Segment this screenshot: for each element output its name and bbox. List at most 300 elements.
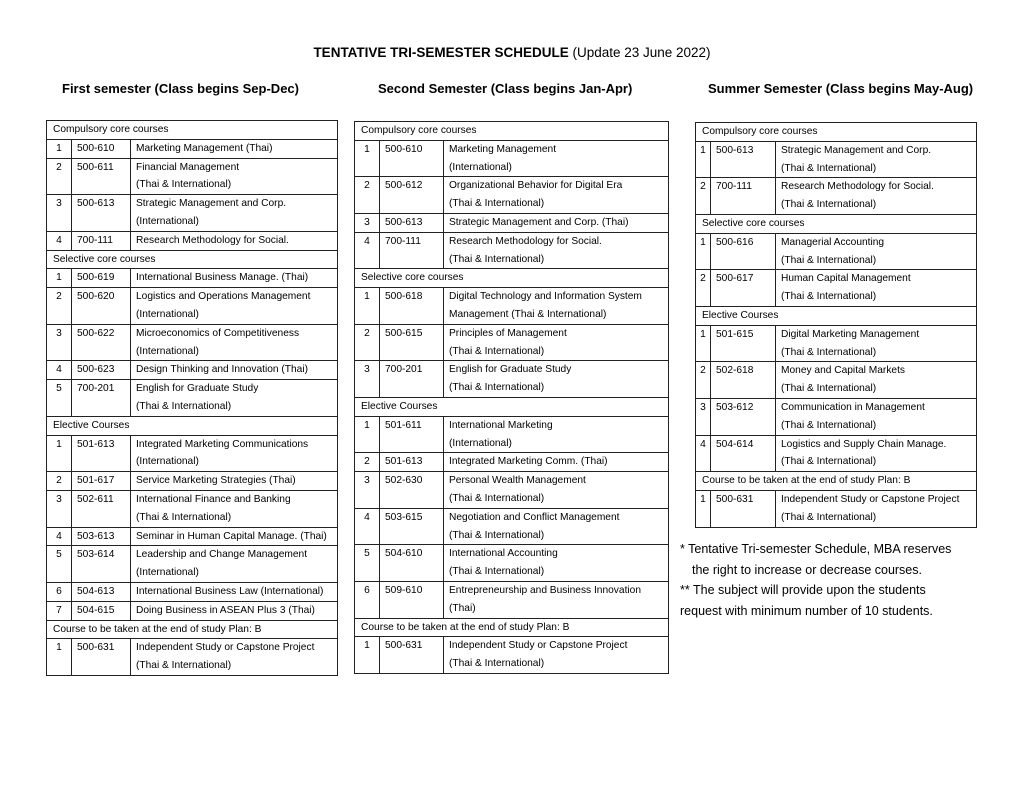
course-number: 1 — [355, 416, 380, 434]
course-code-cell — [380, 251, 444, 269]
course-code-cell — [711, 344, 776, 362]
section-title: Selective core courses — [47, 250, 338, 269]
course-title: Strategic Management and Corp. — [776, 141, 977, 159]
section-title: Selective core courses — [696, 214, 977, 233]
course-code: 500-631 — [711, 490, 776, 508]
course-number-cell — [355, 195, 380, 213]
course-code-cell — [72, 509, 131, 527]
semester-heading-second: Second Semester (Class begins Jan-Apr) — [378, 81, 633, 96]
course-number: 3 — [355, 361, 380, 379]
course-number: 1 — [696, 325, 711, 343]
course-title: (Thai & International) — [131, 657, 338, 675]
section-header-row — [47, 416, 338, 435]
course-number: 4 — [696, 435, 711, 453]
course-row — [696, 141, 977, 159]
course-number-cell — [355, 379, 380, 397]
section-header-row — [355, 122, 669, 141]
course-title: (Thai) — [444, 600, 669, 618]
course-title: Logistics and Operations Management — [131, 288, 338, 306]
course-row — [696, 380, 977, 398]
course-code: 500-619 — [72, 269, 131, 288]
course-title: Managerial Accounting — [776, 233, 977, 251]
course-row — [47, 195, 338, 213]
section-title: Compulsory core courses — [696, 123, 977, 142]
course-code-cell — [380, 435, 444, 453]
course-row — [47, 472, 338, 491]
course-number: 6 — [355, 581, 380, 599]
course-title: Money and Capital Markets — [776, 362, 977, 380]
course-row — [355, 379, 669, 397]
course-number-cell — [47, 306, 72, 324]
course-title: (Thai & International) — [131, 509, 338, 527]
course-code: 501-615 — [711, 325, 776, 343]
course-number-cell — [47, 564, 72, 582]
course-number: 3 — [355, 472, 380, 490]
course-code: 700-201 — [72, 380, 131, 398]
course-number-cell — [47, 453, 72, 471]
course-title: Entrepreneurship and Business Innovation — [444, 581, 669, 599]
course-title: Independent Study or Capstone Project — [776, 490, 977, 508]
course-code: 502-618 — [711, 362, 776, 380]
course-title: International Accounting — [444, 545, 669, 563]
course-row — [47, 435, 338, 453]
course-title: Digital Technology and Information System — [444, 288, 669, 306]
course-title: Research Methodology for Social. — [444, 232, 669, 250]
course-row — [355, 324, 669, 342]
course-row — [355, 288, 669, 306]
course-number-cell — [355, 251, 380, 269]
note-1-line-1: * Tentative Tri-semester Schedule, MBA reserves — [680, 542, 952, 556]
course-title: (Thai & International) — [776, 288, 977, 306]
course-code: 500-613 — [72, 195, 131, 213]
course-code: 502-630 — [380, 472, 444, 490]
course-code: 500-617 — [711, 270, 776, 288]
course-title: (International) — [444, 435, 669, 453]
course-number: 6 — [47, 582, 72, 601]
semester-heading-first: First semester (Class begins Sep-Dec) — [62, 81, 299, 96]
note-2-line-1: ** The subject will provide upon the students — [680, 583, 926, 597]
course-code: 700-111 — [711, 178, 776, 196]
course-row — [355, 232, 669, 250]
course-title: Principles of Management — [444, 324, 669, 342]
course-row — [355, 195, 669, 213]
course-row — [355, 508, 669, 526]
course-title: Marketing Management — [444, 140, 669, 158]
course-title: (Thai & International) — [444, 527, 669, 545]
course-code: 700-111 — [72, 231, 131, 250]
course-code: 500-610 — [380, 140, 444, 158]
schedule-table-first — [46, 120, 338, 676]
course-row — [47, 380, 338, 398]
section-header-row — [47, 121, 338, 140]
course-row — [355, 435, 669, 453]
course-title: Seminar in Human Capital Manage. (Thai) — [131, 527, 338, 546]
course-number-cell — [355, 435, 380, 453]
course-row — [355, 527, 669, 545]
course-number-cell — [47, 657, 72, 675]
course-code: 502-611 — [72, 490, 131, 508]
course-row — [696, 417, 977, 435]
course-number: 3 — [47, 324, 72, 342]
course-title: (Thai & International) — [776, 196, 977, 214]
course-code: 500-620 — [72, 288, 131, 306]
course-code: 501-613 — [72, 435, 131, 453]
course-title: (Thai & International) — [444, 379, 669, 397]
course-code-cell — [72, 343, 131, 361]
course-title: Leadership and Change Management — [131, 546, 338, 564]
course-code-cell — [380, 306, 444, 324]
course-number: 2 — [355, 453, 380, 472]
course-title: (Thai & International) — [776, 453, 977, 471]
course-number: 4 — [355, 232, 380, 250]
course-code-cell — [380, 527, 444, 545]
course-title: (International) — [131, 453, 338, 471]
section-title: Compulsory core courses — [355, 122, 669, 141]
course-number: 3 — [47, 195, 72, 213]
course-title: International Business Manage. (Thai) — [131, 269, 338, 288]
course-row — [355, 545, 669, 563]
course-row — [47, 306, 338, 324]
course-code: 700-201 — [380, 361, 444, 379]
course-number: 1 — [696, 141, 711, 159]
course-row — [47, 527, 338, 546]
course-row — [355, 213, 669, 232]
course-title: (Thai & International) — [444, 563, 669, 581]
course-row — [355, 251, 669, 269]
course-number: 1 — [696, 233, 711, 251]
course-title: (Thai & International) — [444, 490, 669, 508]
course-number: 2 — [47, 288, 72, 306]
course-row — [355, 472, 669, 490]
course-code-cell — [72, 453, 131, 471]
course-code-cell — [711, 417, 776, 435]
course-row — [47, 509, 338, 527]
course-code-cell — [711, 252, 776, 270]
course-row — [355, 581, 669, 599]
course-row — [47, 398, 338, 416]
section-header-row — [696, 472, 977, 491]
course-row — [696, 325, 977, 343]
section-header-row — [355, 269, 669, 288]
course-code-cell — [72, 564, 131, 582]
course-title: Strategic Management and Corp. (Thai) — [444, 213, 669, 232]
section-header-row — [696, 214, 977, 233]
course-row — [47, 639, 338, 657]
course-number-cell — [355, 655, 380, 673]
course-row — [696, 453, 977, 471]
course-number: 1 — [355, 637, 380, 655]
course-row — [47, 324, 338, 342]
course-row — [696, 362, 977, 380]
course-title: Integrated Marketing Comm. (Thai) — [444, 453, 669, 472]
course-row — [47, 361, 338, 380]
course-title: Personal Wealth Management — [444, 472, 669, 490]
schedule-table-summer — [695, 122, 977, 528]
course-number: 1 — [47, 269, 72, 288]
section-title: Selective core courses — [355, 269, 669, 288]
course-title: (Thai & International) — [444, 655, 669, 673]
course-number: 2 — [47, 158, 72, 176]
course-number-cell — [47, 343, 72, 361]
course-number-cell — [47, 509, 72, 527]
course-row — [355, 600, 669, 618]
course-code: 500-613 — [711, 141, 776, 159]
course-code: 500-622 — [72, 324, 131, 342]
course-code: 504-613 — [72, 582, 131, 601]
course-number: 3 — [47, 490, 72, 508]
course-number: 5 — [355, 545, 380, 563]
course-row — [355, 343, 669, 361]
course-number: 5 — [47, 546, 72, 564]
course-code-cell — [711, 509, 776, 527]
course-number: 1 — [47, 139, 72, 158]
section-title: Course to be taken at the end of study Plan: B — [696, 472, 977, 491]
course-title: Service Marketing Strategies (Thai) — [131, 472, 338, 491]
course-number-cell — [696, 160, 711, 178]
section-title: Compulsory core courses — [47, 121, 338, 140]
section-title: Elective Courses — [696, 306, 977, 325]
course-row — [696, 435, 977, 453]
course-code-cell — [72, 213, 131, 231]
course-number-cell — [47, 213, 72, 231]
course-row — [696, 509, 977, 527]
course-row — [355, 453, 669, 472]
course-number-cell — [355, 600, 380, 618]
course-number-cell — [696, 453, 711, 471]
course-row — [355, 563, 669, 581]
course-code: 500-610 — [72, 139, 131, 158]
course-row — [355, 416, 669, 434]
course-number: 1 — [47, 435, 72, 453]
course-title: English for Graduate Study — [131, 380, 338, 398]
course-code: 504-614 — [711, 435, 776, 453]
document-title — [0, 45, 1024, 60]
course-row — [696, 233, 977, 251]
course-number: 2 — [696, 270, 711, 288]
course-number-cell — [696, 288, 711, 306]
course-row — [47, 139, 338, 158]
course-number-cell — [355, 343, 380, 361]
course-code-cell — [380, 379, 444, 397]
course-row — [355, 159, 669, 177]
course-code: 500-631 — [72, 639, 131, 657]
course-title: Strategic Management and Corp. — [131, 195, 338, 213]
course-code-cell — [380, 343, 444, 361]
course-code: 501-611 — [380, 416, 444, 434]
course-code-cell — [380, 600, 444, 618]
course-row — [47, 288, 338, 306]
section-header-row — [47, 620, 338, 639]
course-row — [47, 453, 338, 471]
course-code-cell — [72, 176, 131, 194]
course-code: 504-610 — [380, 545, 444, 563]
course-code: 700-111 — [380, 232, 444, 250]
course-number: 4 — [355, 508, 380, 526]
course-title: Integrated Marketing Communications — [131, 435, 338, 453]
course-title: English for Graduate Study — [444, 361, 669, 379]
section-title: Elective Courses — [355, 397, 669, 416]
course-title: International Marketing — [444, 416, 669, 434]
course-number: 1 — [355, 140, 380, 158]
course-title: Negotiation and Conflict Management — [444, 508, 669, 526]
course-title: International Business Law (International) — [131, 582, 338, 601]
course-number-cell — [355, 527, 380, 545]
section-title: Course to be taken at the end of study Plan: B — [355, 618, 669, 637]
course-code: 504-615 — [72, 601, 131, 620]
course-title: (Thai & International) — [776, 344, 977, 362]
course-number-cell — [696, 380, 711, 398]
course-code-cell — [711, 380, 776, 398]
course-row — [47, 490, 338, 508]
course-row — [47, 657, 338, 675]
course-number: 4 — [47, 231, 72, 250]
course-row — [696, 270, 977, 288]
course-title: Marketing Management (Thai) — [131, 139, 338, 158]
course-code-cell — [711, 160, 776, 178]
course-code-cell — [380, 655, 444, 673]
course-number: 5 — [47, 380, 72, 398]
course-row — [47, 601, 338, 620]
course-row — [355, 306, 669, 324]
course-title: (Thai & International) — [776, 160, 977, 178]
course-code: 501-617 — [72, 472, 131, 491]
course-row — [696, 490, 977, 508]
course-code: 503-614 — [72, 546, 131, 564]
semester-heading-summer: Summer Semester (Class begins May-Aug) — [708, 81, 974, 96]
section-title: Elective Courses — [47, 416, 338, 435]
course-code: 503-613 — [72, 527, 131, 546]
course-row — [47, 343, 338, 361]
section-header-row — [696, 123, 977, 142]
note-2-line-2: request with minimum number of 10 students. — [680, 603, 933, 618]
course-number: 1 — [355, 288, 380, 306]
course-row — [355, 361, 669, 379]
course-row — [47, 231, 338, 250]
course-row — [696, 252, 977, 270]
course-number-cell — [355, 490, 380, 508]
course-title: International Finance and Banking — [131, 490, 338, 508]
course-number-cell — [355, 306, 380, 324]
course-title: Human Capital Management — [776, 270, 977, 288]
document-title-update: (Update 23 June 2022) — [568, 45, 711, 60]
course-row — [355, 140, 669, 158]
schedule-table-second — [354, 121, 669, 674]
course-row — [47, 158, 338, 176]
course-number-cell — [355, 159, 380, 177]
course-code: 503-615 — [380, 508, 444, 526]
course-row — [696, 288, 977, 306]
course-code-cell — [711, 196, 776, 214]
course-code: 503-612 — [711, 398, 776, 416]
course-row — [696, 344, 977, 362]
course-row — [47, 176, 338, 194]
course-number: 4 — [47, 527, 72, 546]
course-row — [355, 637, 669, 655]
document-title-main: TENTATIVE TRI-SEMESTER SCHEDULE — [313, 45, 569, 60]
course-title: Research Methodology for Social. — [131, 231, 338, 250]
course-title: (International) — [131, 306, 338, 324]
course-code-cell — [380, 159, 444, 177]
course-code-cell — [380, 563, 444, 581]
course-title: (Thai & International) — [444, 343, 669, 361]
course-title: Research Methodology for Social. — [776, 178, 977, 196]
course-number: 7 — [47, 601, 72, 620]
course-title: Independent Study or Capstone Project — [444, 637, 669, 655]
course-title: Design Thinking and Innovation (Thai) — [131, 361, 338, 380]
course-title: (Thai & International) — [131, 176, 338, 194]
course-row — [696, 398, 977, 416]
course-title: (International) — [131, 343, 338, 361]
course-number: 2 — [696, 178, 711, 196]
schedule-notes — [680, 539, 951, 621]
course-title: (International) — [131, 564, 338, 582]
course-row — [355, 655, 669, 673]
course-row — [696, 178, 977, 196]
course-title: Communication in Management — [776, 398, 977, 416]
course-number-cell — [696, 252, 711, 270]
course-title: Organizational Behavior for Digital Era — [444, 177, 669, 195]
course-title: (Thai & International) — [776, 380, 977, 398]
course-code: 500-612 — [380, 177, 444, 195]
course-number-cell — [696, 417, 711, 435]
course-title: (Thai & International) — [776, 252, 977, 270]
course-title: (Thai & International) — [131, 398, 338, 416]
course-title: (International) — [444, 159, 669, 177]
course-number: 3 — [355, 213, 380, 232]
course-number: 1 — [696, 490, 711, 508]
section-header-row — [355, 397, 669, 416]
course-number: 2 — [696, 362, 711, 380]
course-number-cell — [47, 176, 72, 194]
course-row — [47, 564, 338, 582]
course-number-cell — [355, 563, 380, 581]
course-number-cell — [47, 398, 72, 416]
course-title: Logistics and Supply Chain Manage. — [776, 435, 977, 453]
section-header-row — [355, 618, 669, 637]
course-code: 500-613 — [380, 213, 444, 232]
course-number: 2 — [355, 324, 380, 342]
course-code: 500-611 — [72, 158, 131, 176]
section-header-row — [696, 306, 977, 325]
section-title: Course to be taken at the end of study Plan: B — [47, 620, 338, 639]
course-number-cell — [696, 509, 711, 527]
course-code-cell — [711, 453, 776, 471]
course-row — [47, 582, 338, 601]
course-title: (International) — [131, 213, 338, 231]
course-row — [696, 196, 977, 214]
course-code: 500-615 — [380, 324, 444, 342]
course-row — [47, 546, 338, 564]
course-code: 509-610 — [380, 581, 444, 599]
course-title: Microeconomics of Competitiveness — [131, 324, 338, 342]
course-title: Doing Business in ASEAN Plus 3 (Thai) — [131, 601, 338, 620]
course-code-cell — [72, 306, 131, 324]
course-number: 2 — [47, 472, 72, 491]
course-number-cell — [696, 344, 711, 362]
course-title: Digital Marketing Management — [776, 325, 977, 343]
course-code: 500-623 — [72, 361, 131, 380]
course-number: 2 — [355, 177, 380, 195]
course-code-cell — [72, 398, 131, 416]
course-code: 500-618 — [380, 288, 444, 306]
course-title: Management (Thai & International) — [444, 306, 669, 324]
course-code-cell — [72, 657, 131, 675]
course-code-cell — [711, 288, 776, 306]
course-title: (Thai & International) — [444, 195, 669, 213]
course-title: Financial Management — [131, 158, 338, 176]
course-number: 4 — [47, 361, 72, 380]
course-code: 501-613 — [380, 453, 444, 472]
